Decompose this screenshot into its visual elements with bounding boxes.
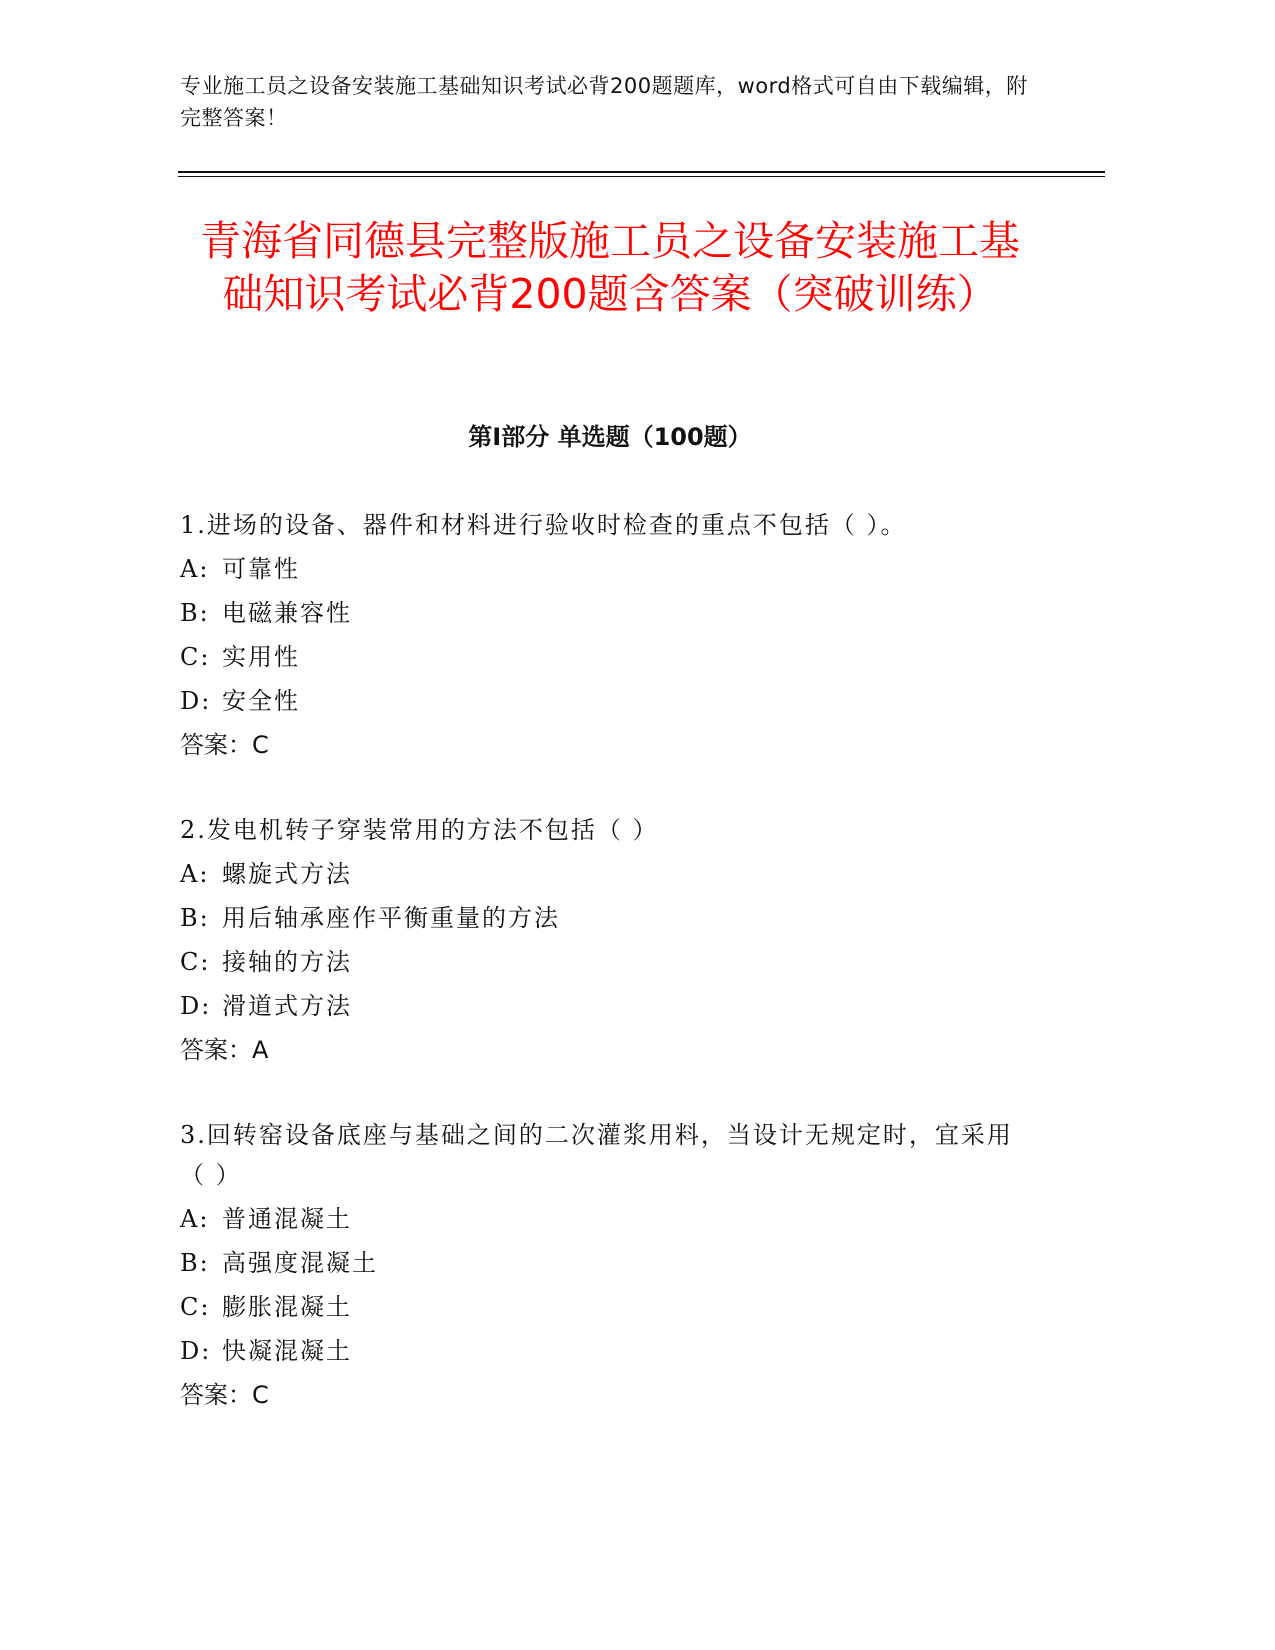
option-letter: A: [180,860,210,888]
option-d [180,984,1030,1028]
option-c [180,635,1030,679]
option-letter: D: [180,1337,212,1365]
option-text: 实用性 [222,643,300,671]
answer: 答案：C [180,731,269,759]
question-stem: 3.回转窑设备底座与基础之间的二次灌浆用料，当设计无规定时，宜采用（ ） [180,1121,1013,1189]
option-b [180,896,1030,940]
option-letter: B: [180,1249,210,1277]
answer: 答案：A [180,1036,269,1064]
option-text: 可靠性 [222,555,300,583]
option-text: 安全性 [222,687,300,715]
option-letter: C: [180,643,211,671]
option-c [180,1285,1030,1329]
option-text: 普通混凝土 [222,1205,352,1233]
question-stem: 2.发电机转子穿装常用的方法不包括（ ） [180,816,659,844]
option-letter: A: [180,555,210,583]
option-letter: B: [180,599,210,627]
option-letter: A: [180,1205,210,1233]
option-letter: C: [180,948,211,976]
question-3 [180,1115,1030,1417]
option-text: 电磁兼容性 [222,599,352,627]
header-divider-thick [178,171,1105,173]
option-text: 接轴的方法 [222,948,352,976]
option-c [180,940,1030,984]
section-title: 第I部分 单选题（100题） [468,423,752,451]
option-text: 用后轴承座作平衡重量的方法 [222,904,560,932]
header-divider-thin [178,176,1105,177]
option-b [180,591,1030,635]
option-letter: D: [180,992,212,1020]
answer: 答案：C [180,1381,269,1409]
option-a [180,852,1030,896]
question-2 [180,810,1030,1072]
option-letter: D: [180,687,212,715]
question-list [180,505,1030,1460]
option-a [180,1197,1030,1241]
option-text: 膨胀混凝土 [222,1293,352,1321]
option-letter: B: [180,904,210,932]
option-a [180,547,1030,591]
option-letter: C: [180,1293,211,1321]
header-note: 专业施工员之设备安装施工基础知识考试必背200题题库，word格式可自由下载编辑，附完整答案！ [180,74,1028,130]
option-d [180,1329,1030,1373]
option-text: 螺旋式方法 [222,860,352,888]
question-1 [180,505,1030,767]
option-b [180,1241,1030,1285]
option-text: 快凝混凝土 [222,1337,352,1365]
option-d [180,679,1030,723]
option-text: 高强度混凝土 [222,1249,378,1277]
document-title: 青海省同德县完整版施工员之设备安装施工基础知识考试必背200题含答案（突破训练） [200,217,1020,318]
option-text: 滑道式方法 [222,992,352,1020]
question-stem: 1.进场的设备、器件和材料进行验收时检查的重点不包括（ ）。 [180,511,907,539]
